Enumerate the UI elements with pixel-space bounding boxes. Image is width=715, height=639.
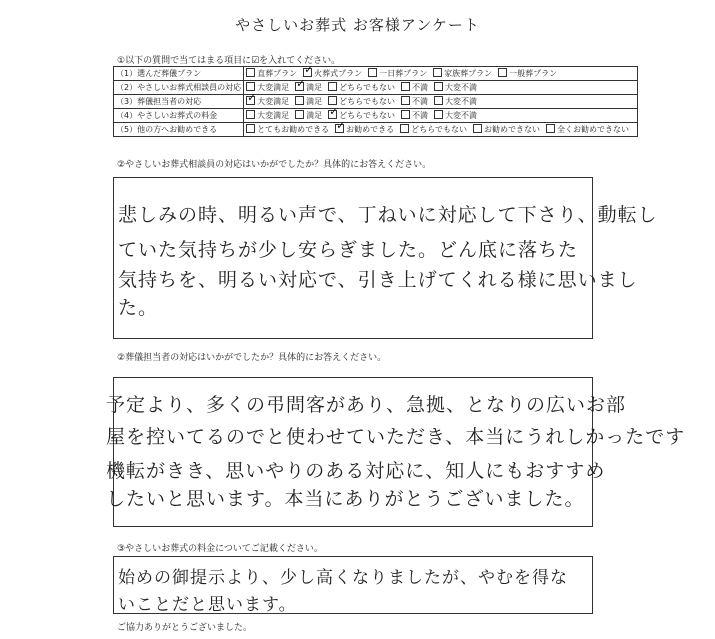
survey-table (113, 66, 638, 137)
q2-line: 気持ちを、明るい対応で、引き上げてくれる様に思いまし (118, 269, 638, 291)
survey-option-label: とてもお勧めできる (257, 125, 330, 134)
q4-line: いことだと思います。 (118, 595, 297, 615)
q3-line: したいと思います。本当にありがとうございました。 (106, 488, 585, 510)
survey-option-label: どちらでもない (339, 83, 396, 92)
survey-option[interactable] (400, 124, 467, 135)
survey-option[interactable] (295, 96, 322, 107)
survey-option[interactable] (434, 82, 477, 93)
checkbox[interactable] (246, 110, 255, 119)
survey-option-label: 一般葬プラン (509, 69, 558, 78)
checked-checkbox[interactable] (295, 82, 304, 91)
survey-option-label: 不満 (412, 97, 429, 106)
survey-option-label: 家族葬プラン (444, 69, 493, 78)
checkbox[interactable] (295, 110, 304, 119)
survey-option-label: お勧めできる (346, 125, 395, 134)
q3-line: 屋を控いてるのでと使わせていただき、本当にうれしかったです (106, 426, 686, 448)
survey-option-label: どちらでもない (411, 125, 468, 134)
survey-option[interactable] (295, 110, 322, 121)
survey-option[interactable] (295, 82, 322, 93)
survey-options (244, 95, 638, 109)
survey-option-label: どちらでもない (339, 111, 396, 120)
survey-options (244, 123, 638, 137)
survey-option-label: 大変満足 (257, 111, 290, 120)
checkbox[interactable] (328, 96, 337, 105)
checkbox[interactable] (433, 68, 442, 77)
survey-row (114, 67, 638, 81)
survey-option-label: 全くお勧めできない (557, 125, 630, 134)
survey-question: （5）他の方へお勧めできる (114, 123, 244, 137)
survey-option[interactable] (246, 96, 289, 107)
checked-checkbox[interactable] (246, 96, 255, 105)
survey-option-label: 大変満足 (257, 97, 290, 106)
checkbox[interactable] (401, 96, 410, 105)
checked-checkbox[interactable] (335, 124, 344, 133)
survey-option-label: 不満 (412, 83, 429, 92)
survey-options (244, 81, 638, 95)
survey-option[interactable] (498, 68, 557, 79)
q4-answer-box (113, 556, 593, 614)
checkbox[interactable] (498, 68, 507, 77)
survey-option[interactable] (401, 110, 428, 121)
q3-label: ②葬儀担当者の対応はいかがでしたか？具体的にお答えください。 (117, 353, 387, 363)
q4-line: 始めの御提示より、少し高くなりましたが、やむを得な (118, 568, 568, 588)
checkbox[interactable] (401, 110, 410, 119)
page-title: やさしいお葬式 お客様アンケート (235, 16, 480, 34)
survey-option[interactable] (434, 96, 477, 107)
q2-answer-box (113, 177, 658, 339)
survey-option[interactable] (546, 124, 629, 135)
survey-option[interactable] (434, 110, 477, 121)
survey-question: （4）やさしいお葬式の料金 (114, 109, 244, 123)
survey-option-label: 直葬プラン (257, 69, 298, 78)
survey-option[interactable] (401, 82, 428, 93)
thanks-note: ご協力ありがとうございました。 (117, 623, 253, 633)
checkbox[interactable] (473, 124, 482, 133)
survey-question: （1）選んだ葬儀プラン (114, 67, 244, 81)
checkbox[interactable] (546, 124, 555, 133)
survey-question: （3）葬儀担当者の対応 (114, 95, 244, 109)
checkbox[interactable] (246, 124, 255, 133)
survey-option[interactable] (401, 96, 428, 107)
survey-options (244, 109, 638, 123)
survey-option-label: 大変満足 (257, 83, 290, 92)
checked-checkbox[interactable] (328, 110, 337, 119)
survey-option[interactable] (433, 68, 492, 79)
survey-option-label: 大変不満 (445, 111, 478, 120)
checkbox[interactable] (246, 68, 255, 77)
checkbox[interactable] (368, 68, 377, 77)
checkbox[interactable] (434, 82, 443, 91)
checkbox[interactable] (246, 82, 255, 91)
checkbox[interactable] (434, 110, 443, 119)
checkbox[interactable] (295, 96, 304, 105)
survey-option-label: 不満 (412, 111, 429, 120)
survey-row (114, 123, 638, 137)
survey-option[interactable] (335, 124, 394, 135)
survey-option[interactable] (246, 124, 329, 135)
survey-question: （2）やさしいお葬式相談員の対応 (114, 81, 244, 95)
checkbox[interactable] (434, 96, 443, 105)
q3-line: 予定より、多くの弔問客があり、急拠、となりの広いお部 (106, 394, 627, 416)
survey-row (114, 95, 638, 109)
q3-line: 機転がきき、思いやりのある対応に、知人にもおすすめ (106, 460, 606, 482)
survey-option[interactable] (368, 68, 427, 79)
survey-option-label: 満足 (306, 111, 323, 120)
q2-line: ていた気持ちが少し安らぎました。どん底に落ちた (118, 239, 579, 261)
survey-option-label: 一日葬プラン (379, 69, 428, 78)
checked-checkbox[interactable] (303, 68, 312, 77)
survey-option-label: 大変不満 (445, 97, 478, 106)
checkbox[interactable] (401, 82, 410, 91)
survey-option-label: どちらでもない (339, 97, 396, 106)
survey-option[interactable] (246, 110, 289, 121)
q4-label: ③やさしいお葬式の料金についてご記載ください。 (117, 544, 323, 554)
survey-option[interactable] (473, 124, 540, 135)
checkbox[interactable] (328, 82, 337, 91)
q3-answer-box (106, 377, 686, 527)
q2-line: 悲しみの時、明るい声で、丁ねいに対応して下さり、動転し (118, 204, 658, 226)
survey-option-label: 満足 (306, 97, 323, 106)
q2-line: た。 (118, 297, 159, 319)
survey-option[interactable] (303, 68, 362, 79)
survey-row (114, 81, 638, 95)
survey-option[interactable] (328, 82, 395, 93)
survey-option[interactable] (246, 68, 297, 79)
survey-option-label: お勧めできない (484, 125, 541, 134)
survey-option-label: 大変不満 (445, 83, 478, 92)
survey-row (114, 109, 638, 123)
checkbox[interactable] (400, 124, 409, 133)
survey-option-label: 満足 (306, 83, 323, 92)
q2-label: ②やさしいお葬式相談員の対応はいかがでしたか？具体的にお答えください。 (117, 160, 432, 170)
survey-option-label: 火葬式プラン (314, 69, 363, 78)
section1-label: ①以下の質問で当てはまる項目に☑を入れてください。 (117, 56, 341, 66)
